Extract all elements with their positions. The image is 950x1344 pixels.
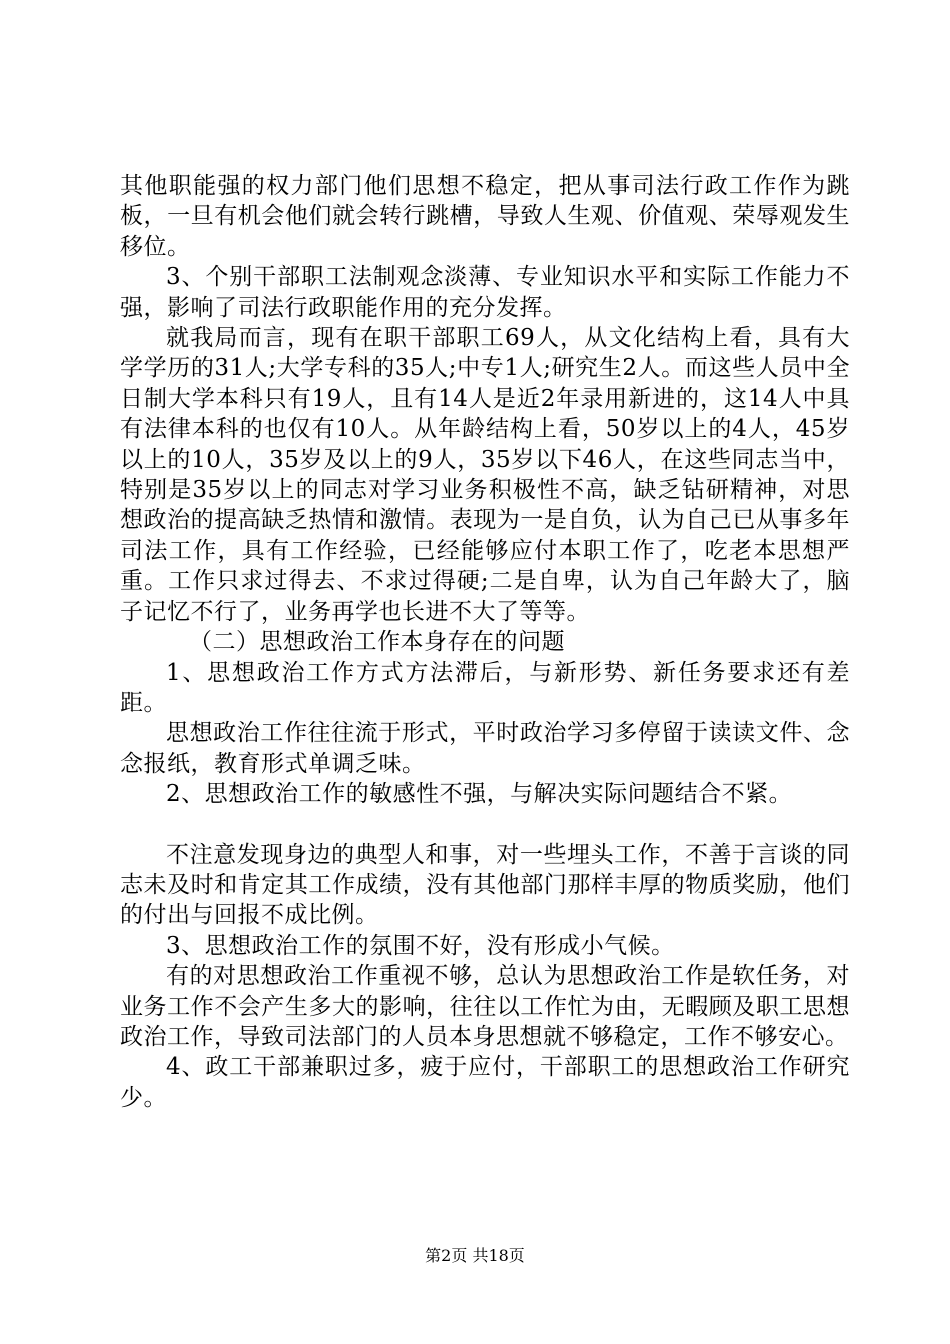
paragraph-item-3-legal: 3、个别干部职工法制观念淡薄、专业知识水平和实际工作能力不强，影响了司法行政职能作用的充分发挥。 [120, 264, 850, 321]
paragraph-item-4-staff: 4、政工干部兼职过多，疲于应付，干部职工的思想政治工作研究少。 [120, 1054, 850, 1111]
paragraph-atmosphere-detail: 有的对思想政治工作重视不够，总认为思想政治工作是软任务，对业务工作不会产生多大的影响，往往以工作忙为由，无暇顾及职工思想政治工作，导致司法部门的人员本身思想就不够稳定，工作不够安心。 [120, 963, 850, 1050]
paragraph-staff-statistics: 就我局而言，现有在职干部职工69人，从文化结构上看，具有大学学历的31人;大学专科的35人;中专1人;研究生2人。而这些人员中全日制大学本科只有19人，且有14人是近2年录用新进的，这14人中具有法律本科的也仅有10人。从年龄结构上看，50岁以上的4人，45岁以上的10人，35岁及以上的9人，35岁以下46人，在这些同志当中，特别是35岁以上的同志对学习业务积极性不高，缺乏钻研精神，对思想政治的提高缺乏热情和激情。表现为一是自负，认为自己已从事多年司法工作，具有工作经验，已经能够应付本职工作了，吃老本思想严重。工作只求过得去、不求过得硬;二是自卑，认为自己年龄大了，脑子记忆不行了，业务再学也长进不大了等等。 [120, 325, 850, 625]
page-number-footer: 第2页 共18页 [425, 1246, 525, 1265]
paragraph-item-2-sensitivity: 2、思想政治工作的敏感性不强，与解决实际问题结合不紧。 [166, 781, 793, 808]
document-body [120, 171, 850, 1113]
paragraph-item-3-atmosphere: 3、思想政治工作的氛围不好，没有形成小气候。 [166, 932, 675, 959]
paragraph-item-1-methods: 1、思想政治工作方式方法滞后，与新形势、新任务要求还有差距。 [120, 659, 850, 716]
paragraph-gap [120, 810, 850, 840]
paragraph-sensitivity-detail: 不注意发现身边的典型人和事，对一些埋头工作，不善于言谈的同志未及时和肯定其工作成绩，没有其他部门那样丰厚的物质奖励，他们的付出与回报不成比例。 [120, 841, 850, 929]
paragraph-continuation: 其他职能强的权力部门他们思想不稳定，把从事司法行政工作作为跳板，一旦有机会他们就会转行跳槽，导致人生观、价值观、荣辱观发生移位。 [120, 173, 850, 260]
section-heading-2: （二）思想政治工作本身存在的问题 [189, 629, 565, 656]
paragraph-methods-detail: 思想政治工作往往流于形式，平时政治学习多停留于读读文件、念念报纸，教育形式单调乏味。 [120, 720, 850, 777]
